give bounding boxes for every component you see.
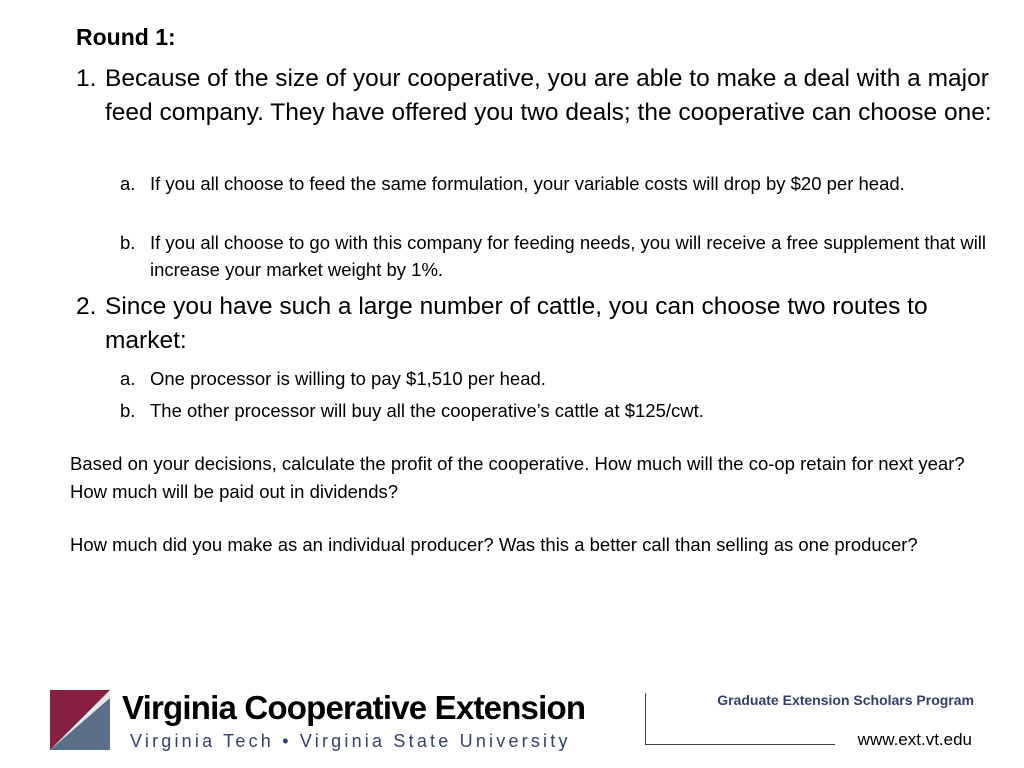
- brand-title: Virginia Cooperative Extension: [122, 689, 586, 726]
- brand-subtitle: Virginia Tech • Virginia State University: [130, 731, 571, 751]
- sub-letter: b.: [120, 232, 136, 253]
- sub-item-1b: [120, 229, 1000, 283]
- sub-letter: a.: [120, 368, 136, 389]
- list-number: 1.: [76, 65, 97, 92]
- footer-divider-vertical: [645, 693, 646, 745]
- sub-item-text: If you all choose to feed the same formulation, your variable costs will drop by $20 per head.: [150, 173, 905, 194]
- sub-item-text: If you all choose to go with this company for feeding needs, you will receive a free supplement that will increase your market weight by 1%.: [150, 232, 987, 280]
- list-number: 2.: [76, 293, 97, 320]
- sub-item-2a: [120, 365, 1000, 392]
- sub-item-text: The other processor will buy all the cooperative’s cattle at $125/cwt.: [150, 400, 704, 421]
- question-paragraph-individual: How much did you make as an individual producer? Was this a better call than selling as one producer?: [70, 534, 918, 555]
- sub-letter: b.: [120, 400, 136, 421]
- footer-divider-horizontal: [645, 744, 835, 745]
- sub-letter: a.: [120, 173, 136, 194]
- sub-item-2b: [120, 397, 1000, 424]
- list-item-1: [76, 62, 996, 130]
- sub-item-1a: [120, 170, 1000, 197]
- program-name: Graduate Extension Scholars Program: [717, 692, 974, 708]
- vce-logo-icon: [50, 690, 110, 750]
- list-item-text: Since you have such a large number of cattle, you can choose two routes to market:: [105, 293, 928, 354]
- list-item-text: Because of the size of your cooperative, you are able to make a deal with a major feed company. They have offered you two deals; the cooperative can choose one:: [105, 65, 992, 126]
- list-item-2: [76, 290, 996, 358]
- website-link[interactable]: www.ext.vt.edu: [857, 730, 972, 749]
- round-heading: Round 1:: [76, 24, 176, 50]
- question-paragraph-profit: Based on your decisions, calculate the profit of the cooperative. How much will the co-op retain for next year? How much will be paid out in dividends?: [70, 453, 965, 502]
- sub-item-text: One processor is willing to pay $1,510 per head.: [150, 368, 546, 389]
